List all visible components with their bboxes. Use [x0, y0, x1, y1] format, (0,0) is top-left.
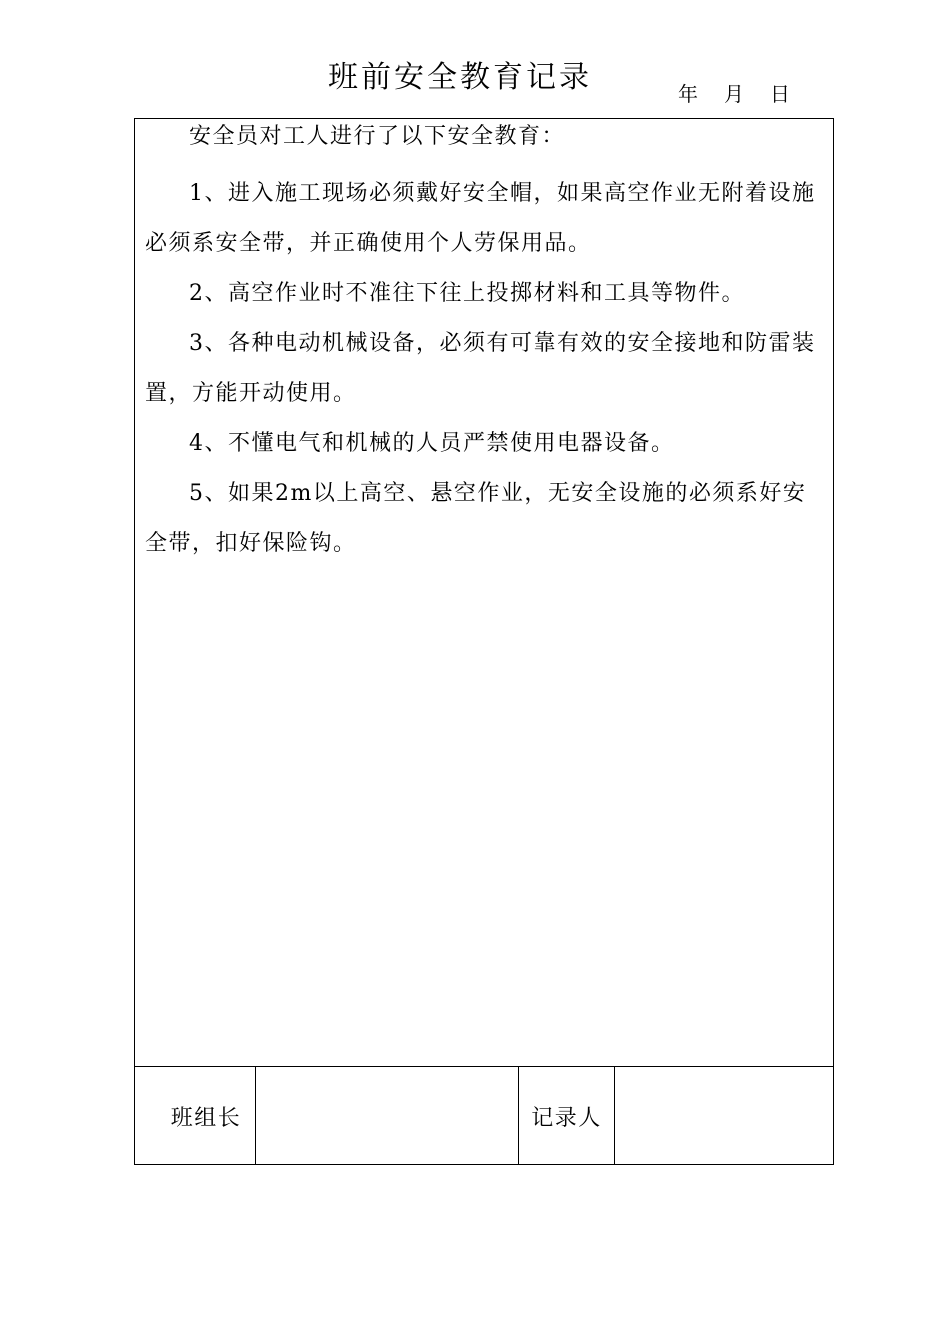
page-title: 班前安全教育记录 — [328, 60, 592, 95]
recorder-label: 记录人 — [518, 1067, 614, 1165]
date-day-label: 日 — [770, 82, 790, 106]
recorder-field[interactable] — [614, 1067, 833, 1165]
team-leader-field[interactable] — [255, 1067, 518, 1165]
list-item: 2、高空作业时不准往下往上投掷材料和工具等物件。 — [189, 281, 745, 306]
list-item: 4、不懂电气和机械的人员严禁使用电器设备。 — [189, 431, 675, 456]
list-item: 3、各种电动机械设备，必须有可靠有效的安全接地和防雷装置，方能开动使用。 — [145, 331, 816, 406]
intro-text: 安全员对工人进行了以下安全教育： — [189, 124, 566, 149]
list-item: 1、进入施工现场必须戴好安全帽，如果高空作业无附着设施必须系安全带，并正确使用个人劳保用品。 — [145, 181, 816, 256]
list-item: 5、如果2m以上高空、悬空作业，无安全设施的必须系好安全带，扣好保险钩。 — [145, 481, 807, 556]
date-year-label: 年 — [678, 82, 698, 106]
record-form — [134, 118, 834, 1165]
signature-row — [135, 1066, 833, 1165]
education-content — [135, 119, 833, 1066]
date-month-label: 月 — [724, 82, 744, 106]
team-leader-label: 班组长 — [170, 1105, 242, 1131]
